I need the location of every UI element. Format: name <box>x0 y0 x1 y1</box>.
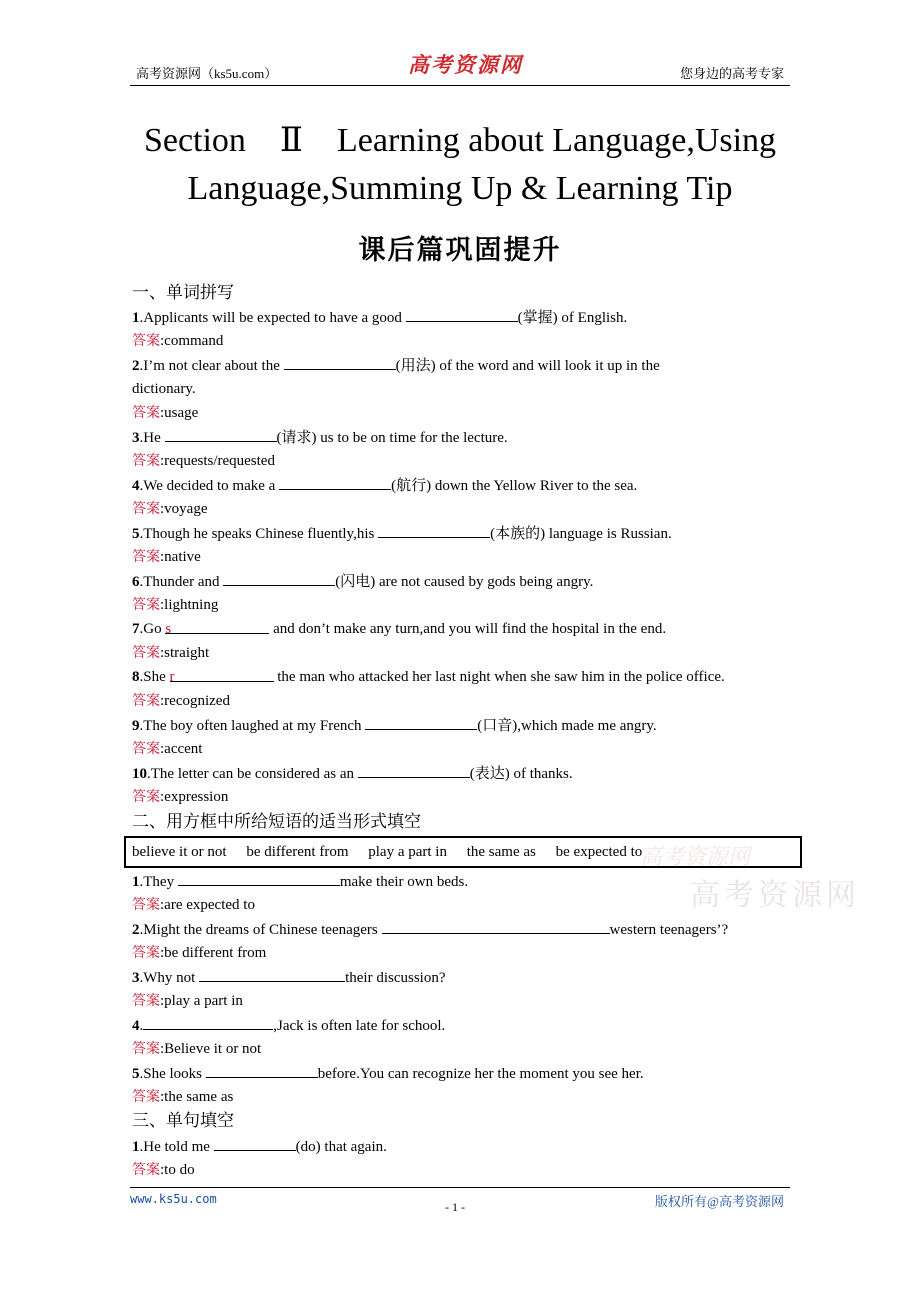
question: 4. ,Jack is often late for school. <box>132 1015 445 1036</box>
page-number: - 1 - <box>445 1200 465 1214</box>
question: 5.Though he speaks Chinese fluently,his (本族的) language is Russian. <box>132 523 672 544</box>
answer: 答案:expression <box>132 789 229 805</box>
first-letter-hint: r <box>169 669 175 685</box>
question: 1.They make their own beds. <box>132 871 468 892</box>
answer-blank[interactable] <box>165 619 269 637</box>
title-line-1: Section Ⅱ Learning about Language,Using <box>143 122 777 159</box>
phrase-item: the same as <box>466 844 536 860</box>
question: 9.The boy often laughed at my French (口音),which made me angry. <box>132 715 657 736</box>
answer-blank[interactable] <box>382 919 610 934</box>
first-letter-hint: s <box>165 621 172 637</box>
answer-blank[interactable] <box>143 1015 273 1030</box>
question: 5.She looks before.You can recognize her the moment you see her. <box>132 1063 644 1084</box>
answer: 答案:voyage <box>132 501 208 517</box>
answer-blank[interactable] <box>199 967 345 982</box>
section-heading-2: 二、用方框中所给短语的适当形式填空 <box>132 812 421 832</box>
answer-blank[interactable] <box>206 1063 318 1078</box>
question: 3.Why not their discussion? <box>132 967 445 988</box>
question-continuation: dictionary. <box>132 381 196 397</box>
question: 3.He (请求) us to be on time for the lecture. <box>132 427 508 448</box>
answer: 答案:accent <box>132 741 203 757</box>
question: 7.Go s and don’t make any turn,and you will find the hospital in the end. <box>132 621 667 637</box>
answer: 答案:command <box>132 333 224 349</box>
answer-blank[interactable] <box>214 1136 296 1151</box>
question: 2.Might the dreams of Chinese teenagers western teenagers’? <box>132 919 728 940</box>
answer-blank[interactable] <box>284 355 396 370</box>
section-heading-1: 一、单词拼写 <box>132 283 234 303</box>
answer: 答案:recognized <box>132 693 230 709</box>
answer: 答案:to do <box>132 1162 195 1178</box>
phrase-item: be different from <box>246 844 349 860</box>
watermark-faint: 高考资源网 <box>640 845 751 870</box>
question: 6.Thunder and (闪电) are not caused by gods being angry. <box>132 571 593 592</box>
question: 1.Applicants will be expected to have a good (掌握) of English. <box>132 307 627 328</box>
answer: 答案:are expected to <box>132 897 255 913</box>
answer: 答案:be different from <box>132 945 267 961</box>
header-logo: 高考资源网 <box>408 52 523 77</box>
footer-url[interactable]: www.ks5u.com <box>130 1192 217 1206</box>
header-slogan: 您身边的高考专家 <box>679 66 784 81</box>
answer: 答案:requests/requested <box>132 453 275 469</box>
question: 1.He told me (do) that again. <box>132 1136 387 1157</box>
answer-blank[interactable] <box>378 523 490 538</box>
page-footer <box>130 1187 790 1218</box>
title-line-2: Language,Summing Up & Learning Tip <box>187 170 733 207</box>
phrase-item: play a part in <box>368 844 447 860</box>
question: 4.We decided to make a (航行) down the Yellow River to the sea. <box>132 475 637 496</box>
phrase-box <box>124 836 802 868</box>
phrase-item: believe it or not <box>132 844 227 860</box>
answer-blank[interactable] <box>169 667 274 685</box>
answer: 答案:the same as <box>132 1089 234 1105</box>
page-header <box>130 52 790 86</box>
answer-blank[interactable] <box>165 427 277 442</box>
answer: 答案:usage <box>132 405 199 421</box>
question: 8.She r the man who attacked her last night when she saw him in the police office. <box>132 669 725 685</box>
answer: 答案:Believe it or not <box>132 1041 262 1057</box>
answer-blank[interactable] <box>279 475 391 490</box>
answer: 答案:play a part in <box>132 993 243 1009</box>
watermark: 高考资源网 <box>690 878 860 913</box>
question: 10.The letter can be considered as an (表达) of thanks. <box>132 763 573 784</box>
section-heading-3: 三、单句填空 <box>132 1111 234 1131</box>
answer: 答案:lightning <box>132 597 219 613</box>
answer: 答案:straight <box>132 645 210 661</box>
header-site-name: 高考资源网（ks5u.com） <box>136 66 278 81</box>
answer: 答案:native <box>132 549 201 565</box>
answer-blank[interactable] <box>178 871 340 886</box>
answer-blank[interactable] <box>358 763 470 778</box>
answer-blank[interactable] <box>223 571 335 586</box>
document-subtitle: 课后篇巩固提升 <box>358 235 562 266</box>
question: 2.I’m not clear about the (用法) of the word and will look it up in the <box>132 355 660 376</box>
document-title <box>100 117 820 213</box>
answer-blank[interactable] <box>406 307 518 322</box>
answer-blank[interactable] <box>365 715 477 730</box>
phrase-item: be expected to <box>555 844 643 860</box>
footer-copyright: 版权所有@高考资源网 <box>655 1194 784 1209</box>
